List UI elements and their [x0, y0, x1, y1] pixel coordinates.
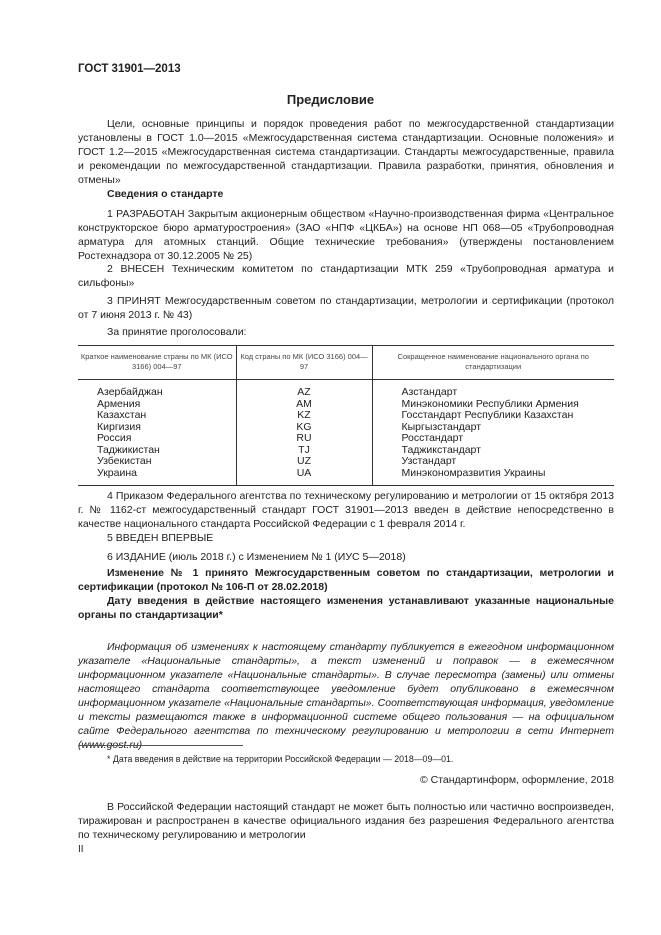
change-note — [78, 566, 614, 622]
national-body: Кыргызстандарт — [372, 422, 614, 434]
page-number: II — [78, 844, 84, 855]
table-row — [78, 468, 614, 486]
country-name: Казахстан — [97, 409, 147, 421]
country-code: KG — [236, 422, 372, 434]
country-name: Узбекистан — [97, 455, 152, 467]
table-row — [78, 445, 614, 457]
table-row — [78, 433, 614, 445]
item-enacted: 4 Приказом Федерального агентства по техническому регулированию и метрологии от 15 октября 2013 г. № 1162-ст межгосударственный стандарт ГОСТ 31901—2013 введен в действие непосредственно в качестве национального стандарта Российской Федерации с 1 февраля 2014 г. — [78, 490, 614, 530]
table-row — [78, 456, 614, 468]
national-body: Росстандарт — [372, 433, 614, 445]
country-name: Армения — [97, 397, 141, 410]
country-code: RU — [236, 433, 372, 445]
copyright: © Стандартинформ, оформление, 2018 — [419, 774, 614, 786]
footnote: * Дата введения в действие на территории Российской Федерации — 2018—09—01. — [107, 754, 454, 764]
info-notice: Информация об изменениях к настоящему стандарту публикуется в ежегодном информационном указателе «Национальные стандарты», а текст изменений и поправок — в ежемесячном информационном указателе «Национальные стандарты». В случае пересмотра (замены) или отмены настоящего стандарта соответствующее уведомление будет опубликовано в ежемесячном информационном указателе «Национальные стандарты». Соответствующая информация, уведомление и тексты размещаются также в информационной системе общего пользования — на официальном сайте Федерального агентства по техническому регулированию и метрологии в сети Интернет (www.gost.ru) — [78, 641, 614, 751]
vote-intro: За принятие проголосовали: — [107, 326, 247, 338]
intro-paragraph: Цели, основные принципы и порядок проведения работ по межгосударственной стандартизации установлены в ГОСТ 1.0—2015 «Межгосударственная система стандартизации. Основные положения» и ГОСТ 1.2—2015 «Межгосударственная система стандартизации. Стандарты межгосударственные, правила и рекомендации по межгосударственной стандартизации. Правила разработки, принятия, обновления и отмены» — [78, 118, 614, 186]
country-name: Таджикистан — [97, 443, 160, 456]
vote-table-header-row — [78, 346, 614, 380]
footnote-divider — [78, 745, 243, 746]
country-code: AZ — [236, 380, 372, 399]
national-body: Таджикстандарт — [372, 445, 614, 457]
item-first-introduced: 5 ВВЕДЕН ВПЕРВЫЕ — [107, 532, 214, 544]
change-note-adoption: Изменение № 1 принято Межгосударственным советом по стандартизации, метрологии и сертификации (протокол № 106-П от 28.02.2018) — [78, 567, 614, 593]
country-code: UZ — [236, 456, 372, 468]
national-body: Минэкономики Республики Армения — [372, 399, 614, 411]
country-code: TJ — [236, 445, 372, 457]
item-adopted: 3 ПРИНЯТ Межгосударственным советом по стандартизации, метрологии и сертификации (протокол от 7 июня 2013 г. № 43) — [78, 295, 614, 321]
country-name: Киргизия — [97, 420, 141, 433]
item-developed: 1 РАЗРАБОТАН Закрытым акционерным обществом «Научно-производственная фирма «Центральное конструкторское бюро арматуростроения» (ЗАО «НПФ «ЦКБА») на основе НП 068—05 «Трубопроводная арматура для атомных станций. Общие технические требования» (утверждены постановлением Ростехнадзора от 30.12.2005 № 25) — [78, 208, 614, 262]
section-heading: Сведения о стандарте — [107, 188, 224, 200]
country-code: KZ — [236, 410, 372, 422]
national-body: Госстандарт Республики Казахстан — [372, 410, 614, 422]
national-body: Минэкономразвития Украины — [372, 468, 614, 486]
vote-table — [78, 345, 614, 486]
country-code: AM — [236, 399, 372, 411]
document-header: ГОСТ 31901—2013 — [78, 63, 181, 75]
country-code: UA — [236, 468, 372, 486]
country-name: Украина — [78, 468, 236, 486]
item-submitted: 2 ВНЕСЕН Техническим комитетом по стандартизации МТК 259 «Трубопроводная арматура и сильфоны» — [78, 263, 614, 289]
header-country-name: Краткое наименование страны по МК (ИСО 3166) 004—97 — [78, 346, 236, 380]
page-title: Предисловие — [286, 92, 375, 107]
national-body: Узстандарт — [372, 456, 614, 468]
country-name: Россия — [97, 432, 132, 444]
item-edition: 6 ИЗДАНИЕ (июль 2018 г.) с Изменением № 1 (ИУС 5—2018) — [107, 551, 406, 563]
header-national-body: Сокращенное наименование национального органа по стандартизации — [372, 346, 614, 380]
table-row — [78, 422, 614, 434]
change-note-effective-date: Дату введения в действие настоящего изменения устанавливают указанные национальные органы по стандартизации* — [78, 595, 614, 621]
national-body: Азстандарт — [372, 380, 614, 399]
rights-notice: В Российской Федерации настоящий стандарт не может быть полностью или частично воспроизведен, тиражирован и распространен в качестве официального издания без разрешения Федерального агентства по техническому регулированию и метрологии — [78, 801, 614, 841]
header-country-code: Код страны по МК (ИСО 3166) 004—97 — [236, 346, 372, 380]
table-row — [78, 410, 614, 422]
country-name: Азербайджан — [97, 386, 163, 398]
table-row — [78, 380, 614, 399]
